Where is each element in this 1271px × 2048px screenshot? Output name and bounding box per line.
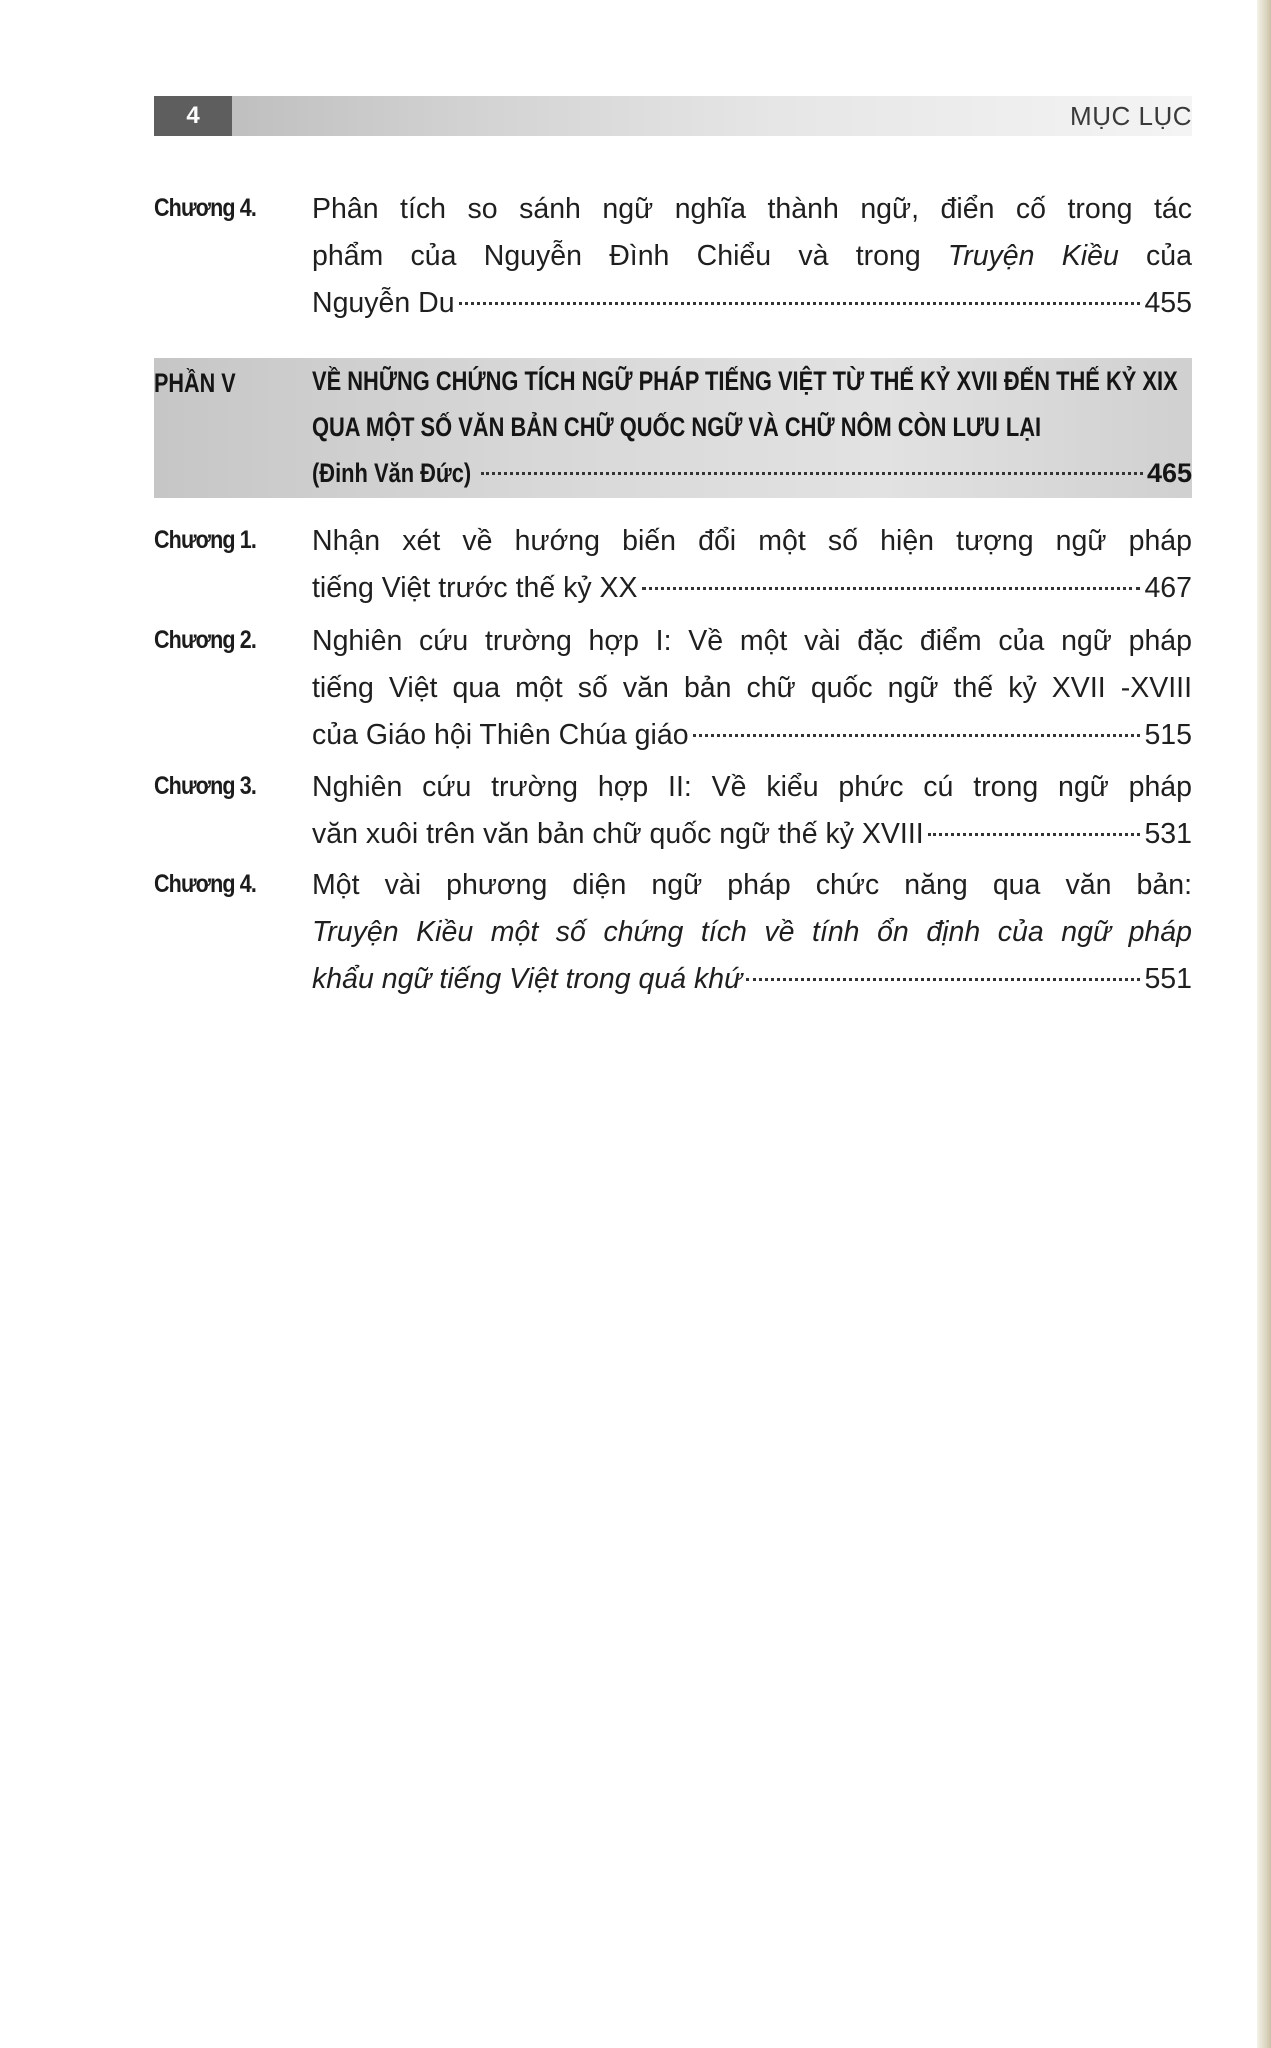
part-author-line: [312, 450, 1192, 496]
page-ref: 465: [1146, 458, 1192, 488]
chapter-title: [312, 764, 1192, 858]
dot-leader: [928, 833, 1141, 836]
page-ref: 455: [1144, 287, 1192, 319]
toc-part-5[interactable]: [154, 358, 1192, 498]
title-line: Truyện Kiều một số chứng tích về tính ổn định của ngữ pháp: [312, 916, 1192, 948]
title-line: Phân tích so sánh ngữ nghĩa thành ngữ, điển cố trong tác: [312, 193, 1192, 225]
title-segment: tiếng Việt trước thế kỷ XX: [312, 572, 638, 604]
title-last-line: [312, 712, 1192, 759]
page-header: [154, 96, 1192, 136]
chapter-label: Chương 4.: [154, 194, 256, 222]
title-line: tiếng Việt qua một số văn bản chữ quốc ngữ thế kỷ XVII -XVIII: [312, 672, 1192, 704]
book-title-italic: Truyện Kiều: [947, 240, 1119, 272]
page-ref: 531: [1144, 818, 1192, 850]
title-segment: của: [1118, 240, 1192, 272]
part-title: [312, 358, 1192, 496]
chapter-title: [312, 186, 1192, 327]
page-number: 4: [154, 96, 232, 136]
title-segment: văn xuôi trên văn bản chữ quốc ngữ thế kỷ XVIII: [312, 818, 924, 850]
chapter-title: [312, 862, 1192, 1003]
chapter-label: Chương 4.: [154, 870, 256, 898]
title-line: Nghiên cứu trường hợp I: Về một vài đặc điểm của ngữ pháp: [312, 625, 1192, 657]
chapter-label: Chương 3.: [154, 772, 256, 800]
title-last-line: [312, 811, 1192, 858]
chapter-title: [312, 618, 1192, 759]
chapter-label: Chương 2.: [154, 626, 256, 654]
title-segment: Nguyễn Du: [312, 287, 455, 319]
title-last-line: [312, 956, 1192, 1003]
title-last-line: [312, 565, 1192, 612]
title-line: Nghiên cứu trường hợp II: Về kiểu phức cú trong ngữ pháp: [312, 771, 1192, 803]
chapter-label: Chương 1.: [154, 526, 256, 554]
dot-leader: [459, 302, 1141, 305]
part-title-line: QUA MỘT SỐ VĂN BẢN CHỮ QUỐC NGỮ VÀ CHỮ NÔM CÒN LƯU LẠI: [312, 412, 1042, 442]
title-segment: phẩm của Nguyễn Đình Chiểu và trong: [312, 240, 948, 272]
title-line: [312, 233, 1192, 280]
dot-leader: [642, 587, 1141, 590]
part-author: (Đinh Văn Đức): [312, 458, 472, 488]
page-ref: 515: [1144, 719, 1192, 751]
dot-leader: [481, 472, 1143, 475]
title-line: Nhận xét về hướng biến đổi một số hiện tượng ngữ pháp: [312, 525, 1192, 557]
title-line: Một vài phương diện ngữ pháp chức năng qua văn bản:: [312, 869, 1192, 901]
running-title: MỤC LỤC: [1070, 101, 1192, 131]
title-last-line: [312, 280, 1192, 327]
part-title-line: VỀ NHỮNG CHỨNG TÍCH NGỮ PHÁP TIẾNG VIỆT TỪ THẾ KỶ XVII ĐẾN THẾ KỶ XIX: [312, 366, 1178, 396]
dot-leader: [746, 978, 1140, 981]
page-edge: [1257, 0, 1271, 2048]
chapter-title: [312, 518, 1192, 612]
dot-leader: [693, 734, 1141, 737]
page-ref: 467: [1144, 572, 1192, 604]
page-ref: 551: [1144, 963, 1192, 995]
part-label: PHẦN V: [154, 368, 236, 398]
title-segment: khẩu ngữ tiếng Việt trong quá khứ: [312, 963, 743, 995]
title-segment: của Giáo hội Thiên Chúa giáo: [312, 719, 689, 751]
